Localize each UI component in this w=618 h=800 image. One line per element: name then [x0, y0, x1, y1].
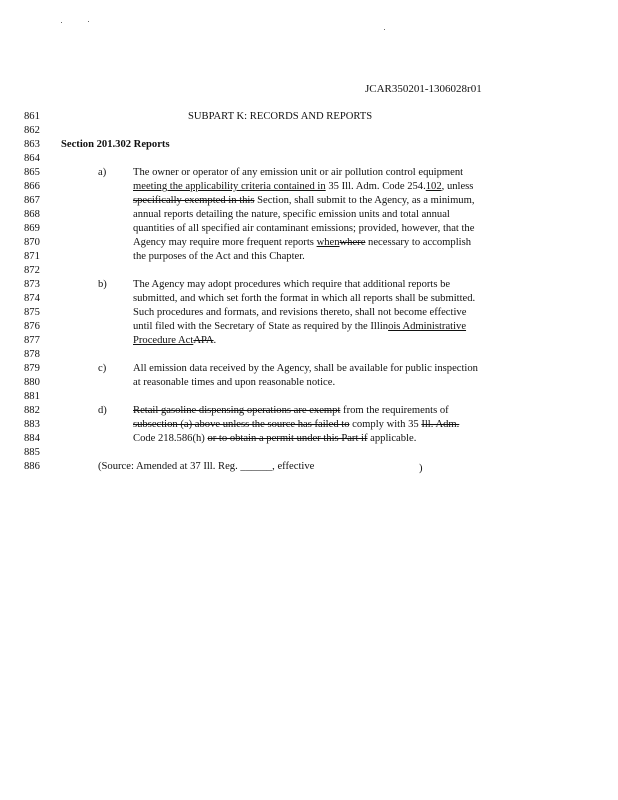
scan-speck	[61, 22, 62, 23]
text-line: at reasonable times and upon reasonable notice.	[133, 377, 336, 388]
text-span: Code 218.586(h)	[133, 433, 208, 444]
scan-speck	[384, 29, 385, 30]
text-span: Agency may require more frequent reports	[133, 237, 317, 248]
text-line: The Agency may adopt procedures which require that additional reports be	[133, 279, 451, 290]
paragraph-label: d)	[98, 405, 107, 416]
line-number: 868	[24, 209, 40, 220]
text-line: the purposes of the Act and this Chapter.	[133, 251, 305, 262]
deleted-text: where	[339, 237, 366, 248]
inserted-text: ois Administrative	[388, 321, 467, 332]
text-span: applicable.	[367, 433, 417, 444]
text-line	[133, 237, 471, 248]
text-line: All emission data received by the Agency, shall be available for public inspection	[133, 363, 478, 374]
line-number: 863	[24, 139, 40, 150]
text-line: quantities of all specified air contaminant emissions; provided, however, that the	[133, 223, 475, 234]
line-number: 871	[24, 251, 40, 262]
deleted-text: specifically exempted in this	[133, 195, 255, 206]
text-line: annual reports detailing the nature, specific emission units and total annual	[133, 209, 450, 220]
source-note: (Source: Amended at 37 Ill. Reg. ______, effective	[98, 461, 315, 472]
text-span: from the requirements of	[340, 405, 449, 416]
text-span: Section, shall submit to the Agency, as a minimum,	[254, 195, 475, 206]
text-line	[133, 405, 449, 416]
text-line: The owner or operator of any emission unit or air pollution control equipment	[133, 167, 464, 178]
deleted-text: or to obtain a permit under this Part if	[207, 433, 368, 444]
text-line: submitted, and which set forth the format in which all reports shall be submitted.	[133, 293, 476, 304]
section-heading: Section 201.302 Reports	[61, 139, 170, 150]
inserted-text: Procedure Act	[133, 335, 194, 346]
subpart-title: SUBPART K: RECORDS AND REPORTS	[188, 111, 373, 122]
text-line: Such procedures and formats, and revisions thereto, shall not become effective	[133, 307, 467, 318]
line-number: 878	[24, 349, 40, 360]
line-number: 865	[24, 167, 40, 178]
text-span: .	[213, 335, 217, 346]
line-number: 873	[24, 279, 40, 290]
line-number: 866	[24, 181, 40, 192]
line-number: 875	[24, 307, 40, 318]
inserted-text: 102	[425, 181, 442, 192]
deleted-text: Retail gasoline dispensing operations are exempt	[133, 405, 341, 416]
line-number: 885	[24, 447, 40, 458]
text-line	[133, 321, 466, 332]
line-number: 877	[24, 335, 40, 346]
line-number: 880	[24, 377, 40, 388]
line-number: 884	[24, 433, 40, 444]
line-number: 874	[24, 293, 40, 304]
line-number: 879	[24, 363, 40, 374]
line-number: 883	[24, 419, 40, 430]
line-number: 882	[24, 405, 40, 416]
line-number: 864	[24, 153, 40, 164]
text-line	[133, 195, 475, 206]
line-number: 876	[24, 321, 40, 332]
source-note-closing: )	[419, 463, 423, 474]
text-span: , unless	[441, 181, 474, 192]
text-span: 35 Ill. Adm. Code 254.	[325, 181, 426, 192]
line-number: 862	[24, 125, 40, 136]
text-line	[133, 181, 473, 192]
deleted-text: APA	[193, 335, 214, 346]
line-number: 867	[24, 195, 40, 206]
inserted-text: meeting the applicability criteria contained in	[133, 181, 326, 192]
line-number: 869	[24, 223, 40, 234]
paragraph-label: a)	[98, 167, 107, 178]
inserted-text: when	[316, 237, 340, 248]
text-line	[133, 433, 416, 444]
line-number: 870	[24, 237, 40, 248]
line-number: 861	[24, 111, 40, 122]
deleted-text: subsection (a) above unless the source has failed to	[133, 419, 350, 430]
scan-speck	[88, 21, 89, 22]
text-span: comply with 35	[349, 419, 422, 430]
line-number: 872	[24, 265, 40, 276]
deleted-text: Ill. Adm.	[421, 419, 460, 430]
paragraph-label: b)	[98, 279, 107, 290]
text-line	[133, 419, 459, 430]
text-line	[133, 335, 216, 346]
text-span: until filed with the Secretary of State as required by the Illin	[133, 321, 389, 332]
document-code: JCAR350201-1306028r01	[365, 83, 482, 95]
text-span: necessary to accomplish	[365, 237, 472, 248]
paragraph-label: c)	[98, 363, 107, 374]
line-number: 881	[24, 391, 40, 402]
line-number: 886	[24, 461, 40, 472]
